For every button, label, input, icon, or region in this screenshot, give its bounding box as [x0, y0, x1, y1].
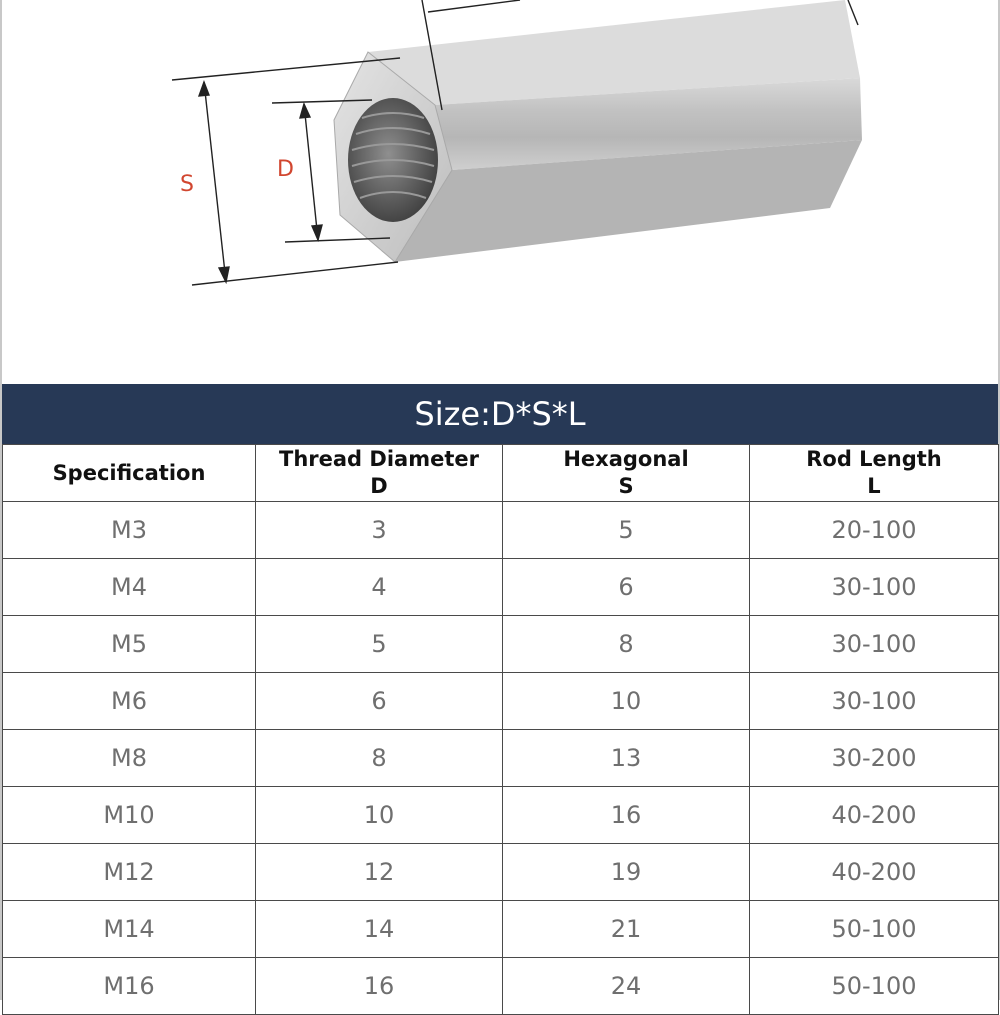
- cell-rod-length: 20-100: [750, 502, 999, 559]
- table-row: [3, 844, 999, 901]
- cell-rod-length: 30-100: [750, 673, 999, 730]
- table-row: [3, 559, 999, 616]
- cell-rod-length: 30-100: [750, 559, 999, 616]
- product-figure: [0, 0, 1000, 384]
- cell-hexagonal: 16: [503, 787, 750, 844]
- cell-thread-diameter: 16: [256, 958, 503, 1015]
- header-specification: [3, 445, 256, 502]
- table-header-row: [3, 445, 999, 502]
- cell-rod-length: 50-100: [750, 958, 999, 1015]
- cell-specification: M5: [3, 616, 256, 673]
- cell-hexagonal: 24: [503, 958, 750, 1015]
- cell-thread-diameter: 3: [256, 502, 503, 559]
- cell-specification: M8: [3, 730, 256, 787]
- table-row: [3, 673, 999, 730]
- dimension-label-d: D: [277, 157, 294, 182]
- table-row: [3, 502, 999, 559]
- cell-hexagonal: 21: [503, 901, 750, 958]
- cell-thread-diameter: 6: [256, 673, 503, 730]
- cell-specification: M10: [3, 787, 256, 844]
- cell-thread-diameter: 4: [256, 559, 503, 616]
- cell-specification: M12: [3, 844, 256, 901]
- specification-table: [2, 444, 999, 1015]
- table-row: [3, 616, 999, 673]
- dimension-label-s: S: [180, 172, 194, 197]
- cell-thread-diameter: 5: [256, 616, 503, 673]
- table-row: [3, 730, 999, 787]
- header-label: Hexagonal: [563, 447, 689, 471]
- cell-rod-length: 40-200: [750, 787, 999, 844]
- cell-thread-diameter: 12: [256, 844, 503, 901]
- cell-specification: M16: [3, 958, 256, 1015]
- cell-hexagonal: 19: [503, 844, 750, 901]
- cell-hexagonal: 6: [503, 559, 750, 616]
- cell-rod-length: 40-200: [750, 844, 999, 901]
- cell-specification: M6: [3, 673, 256, 730]
- cell-rod-length: 30-200: [750, 730, 999, 787]
- table-row: [3, 787, 999, 844]
- size-banner-title: Size:D*S*L: [414, 395, 586, 433]
- cell-specification: M14: [3, 901, 256, 958]
- header-rod-length: [750, 445, 999, 502]
- header-symbol: S: [618, 474, 634, 498]
- header-label: Specification: [52, 460, 206, 485]
- cell-hexagonal: 8: [503, 616, 750, 673]
- header-hexagonal: [503, 445, 750, 502]
- header-label: Rod Length: [806, 447, 942, 471]
- cell-specification: M3: [3, 502, 256, 559]
- cell-specification: M4: [3, 559, 256, 616]
- header-label: Thread Diameter: [279, 447, 479, 471]
- cell-hexagonal: 13: [503, 730, 750, 787]
- cell-rod-length: 30-100: [750, 616, 999, 673]
- size-banner: [2, 384, 998, 444]
- header-symbol: D: [370, 474, 388, 498]
- cell-rod-length: 50-100: [750, 901, 999, 958]
- cell-hexagonal: 10: [503, 673, 750, 730]
- cell-hexagonal: 5: [503, 502, 750, 559]
- header-thread-diameter: [256, 445, 503, 502]
- cell-thread-diameter: 8: [256, 730, 503, 787]
- cell-thread-diameter: 10: [256, 787, 503, 844]
- cell-thread-diameter: 14: [256, 901, 503, 958]
- table-row: [3, 901, 999, 958]
- hex-coupling-nut-illustration: [0, 0, 1000, 384]
- table-row: [3, 958, 999, 1015]
- header-symbol: L: [867, 474, 881, 498]
